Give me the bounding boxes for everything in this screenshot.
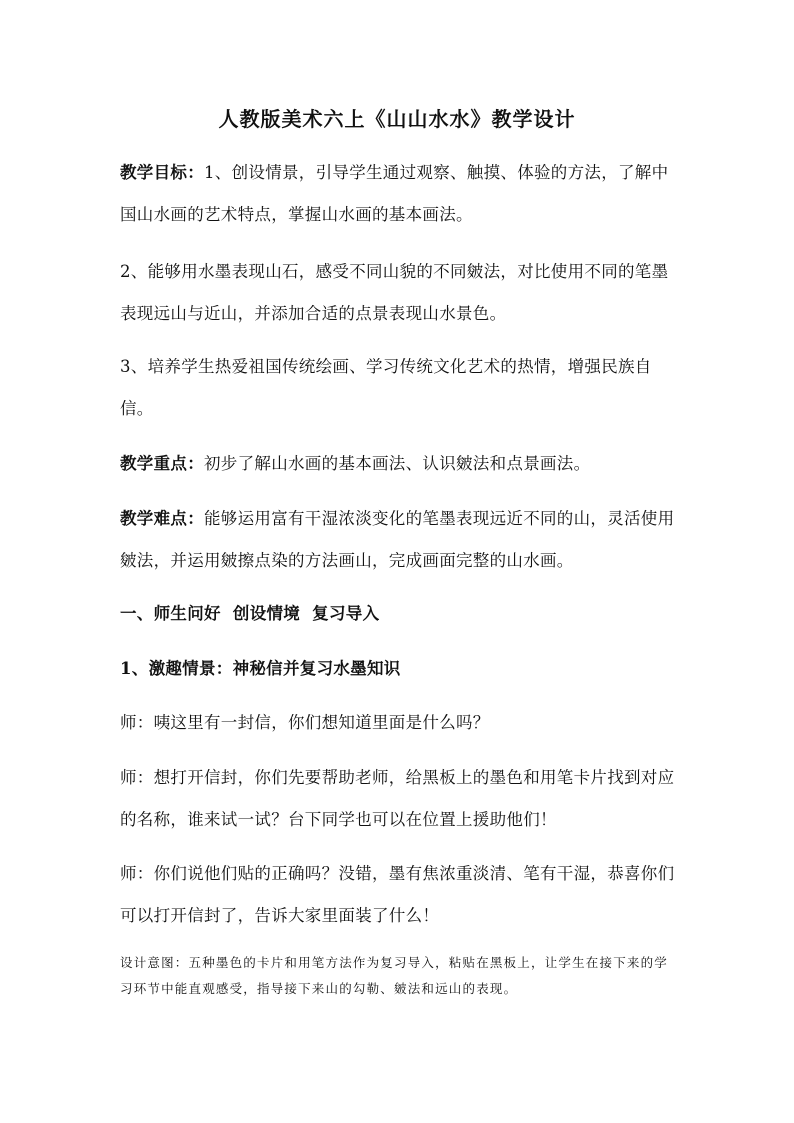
objective-paragraph-2: 2、能够用水墨表现山石，感受不同山貌的不同皴法，对比使用不同的笔墨表现远山与近山，并添加合适的点景表现山水景色。	[120, 262, 669, 323]
key-points-text: 初步了解山水画的基本画法、认识皴法和点景画法。	[204, 454, 591, 473]
section-heading-1: 一、师生问好 创设情境 复习导入	[120, 604, 380, 623]
objective-item-1: 1、创设情景，引导学生通过观察、触摸、体验的方法，了解中国山水画的艺术特点，掌握山水画的基本画法。	[120, 163, 669, 224]
objective-paragraph-1	[120, 152, 680, 236]
subsection-heading-1: 1、激趣情景：神秘信并复习水墨知识	[120, 659, 401, 678]
difficulties-paragraph	[120, 498, 680, 582]
key-points-label: 教学重点：	[120, 454, 204, 473]
key-points-paragraph	[120, 443, 680, 485]
dialogue-line-3: 师：你们说他们贴的正确吗？没错，墨有焦浓重淡清、笔有干湿，恭喜你们可以打开信封了，告诉大家里面装了什么！	[120, 864, 675, 925]
dialogue-line-2: 师：想打开信封，你们先要帮助老师，给黑板上的墨色和用笔卡片找到对应的名称，谁来试一试？台下同学也可以在位置上援助他们！	[120, 768, 675, 829]
objective-paragraph-3: 3、培养学生热爱祖国传统绘画、学习传统文化艺术的热情，增强民族自信。	[120, 357, 652, 418]
difficulties-text: 能够运用富有干湿浓淡变化的笔墨表现远近不同的山，灵活使用皴法，并运用皴擦点染的方法画山，完成画面完整的山水画。	[120, 509, 675, 570]
document-title: 人教版美术六上《山山水水》教学设计	[218, 107, 576, 131]
dialogue-line-1: 师：咦这里有一封信，你们想知道里面是什么吗？	[120, 713, 490, 732]
objectives-label: 教学目标：	[120, 163, 204, 182]
design-note: 设计意图：五种墨色的卡片和用笔方法作为复习导入，粘贴在黑板上，让学生在接下来的学习环节中能直观感受，指导接下来山的勾勒、皴法和远山的表现。	[120, 955, 669, 996]
difficulties-label: 教学难点：	[120, 509, 204, 528]
